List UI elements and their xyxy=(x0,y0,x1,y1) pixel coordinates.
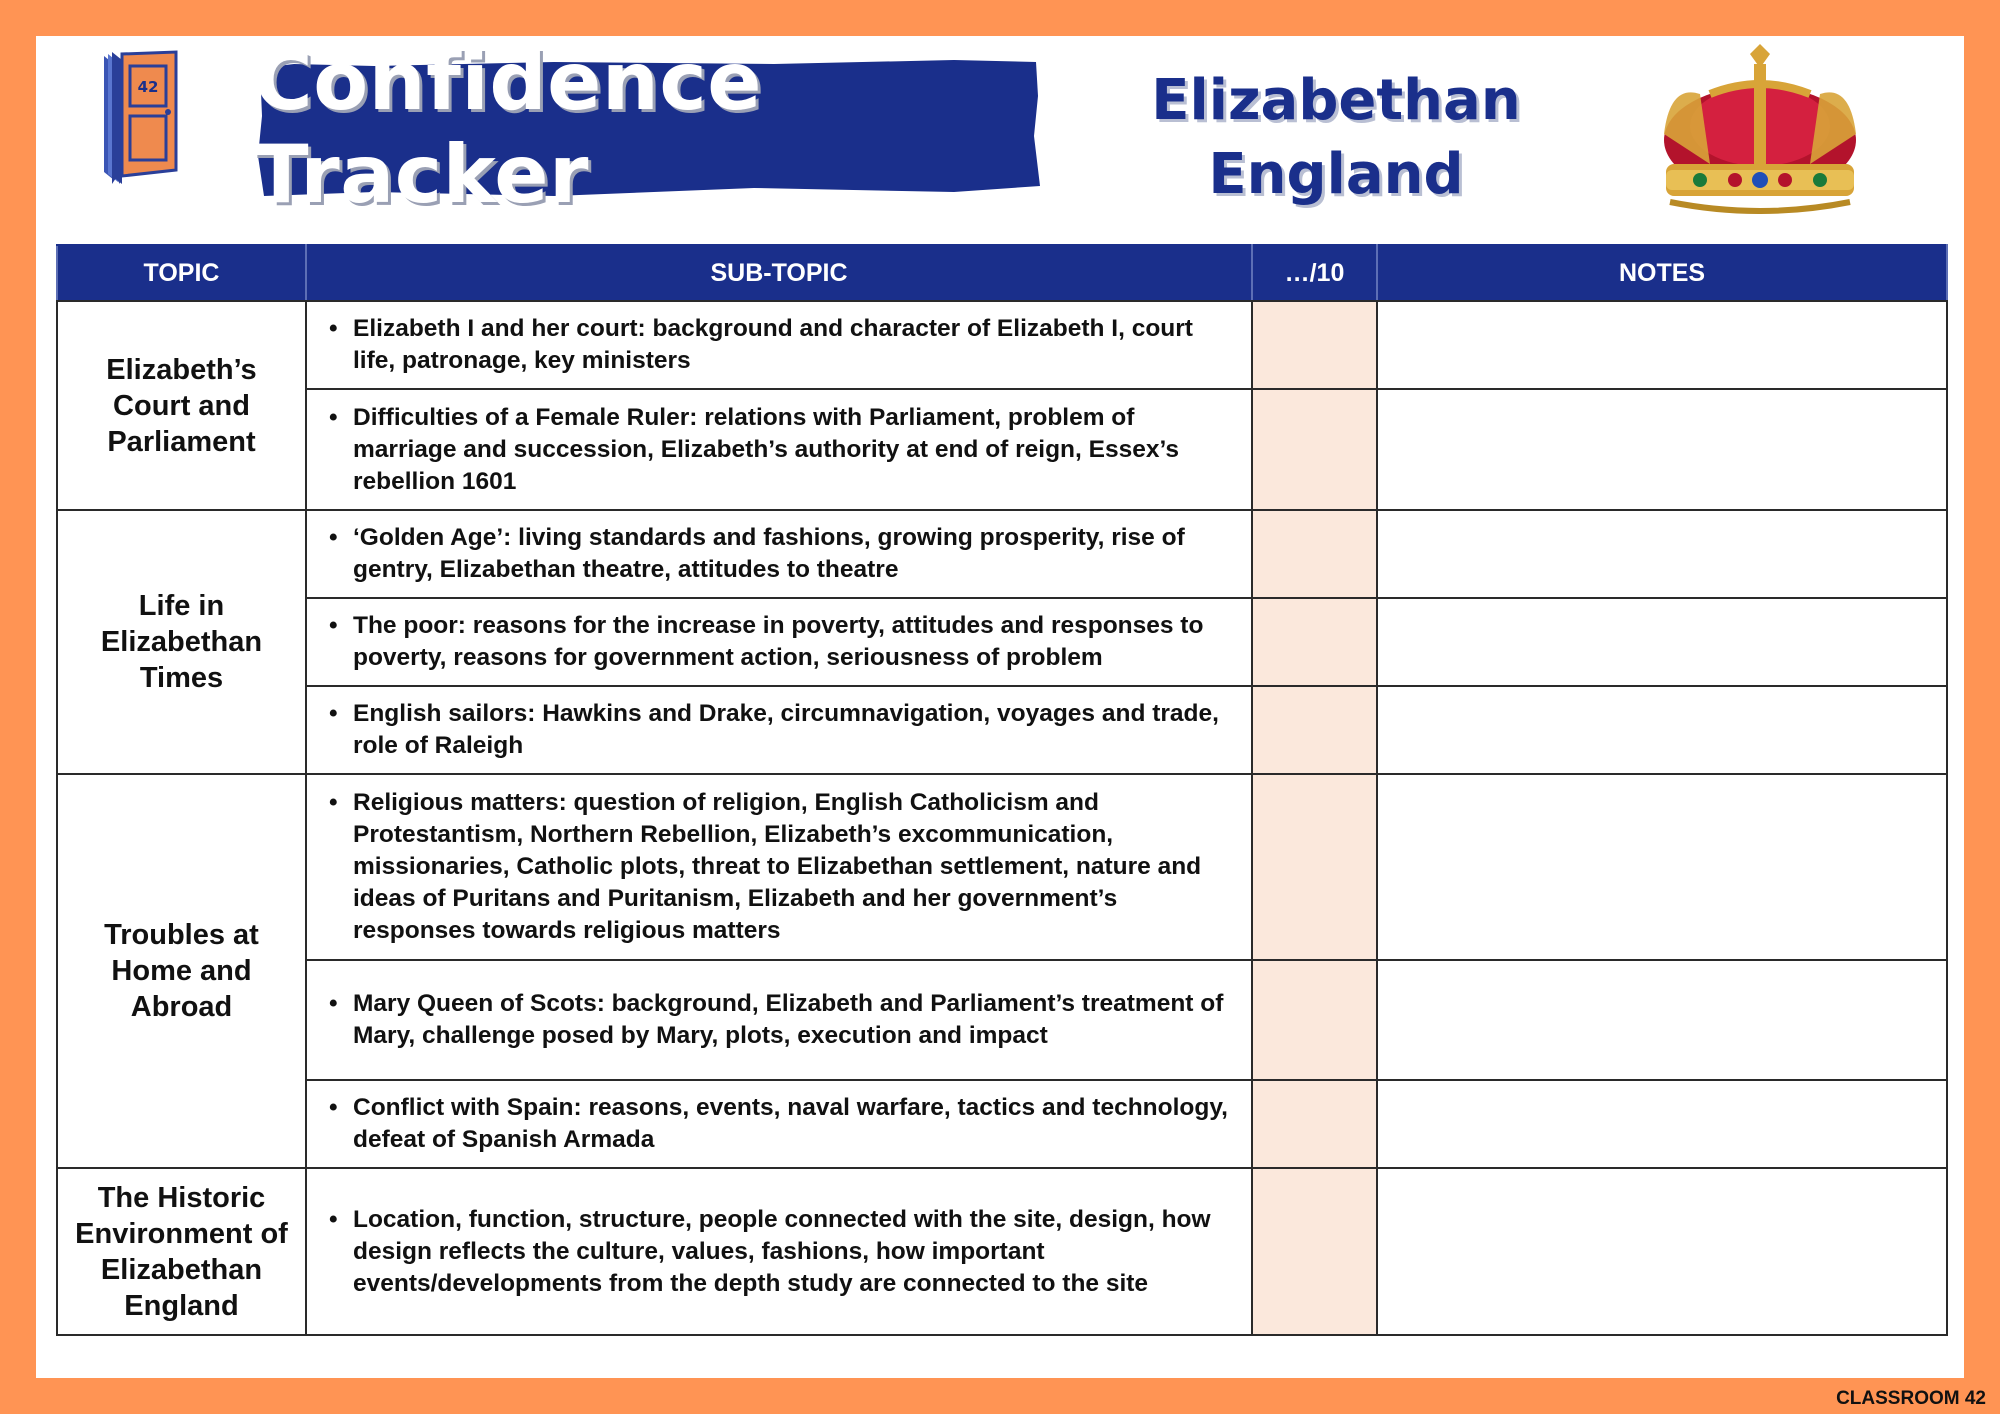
notes-cell[interactable] xyxy=(1377,960,1947,1080)
subtopic-cell: • ‘Golden Age’: living standards and fashions, growing prosperity, rise of gentry, Elizabethan theatre, attitudes to theatre xyxy=(306,510,1252,598)
table-row xyxy=(57,1168,1947,1335)
score-cell[interactable] xyxy=(1252,774,1377,960)
table-row xyxy=(57,598,1947,686)
table-row xyxy=(57,774,1947,960)
column-header-notes: NOTES xyxy=(1377,245,1947,301)
subtopic-text: Conflict with Spain: reasons, events, naval warfare, tactics and technology, defeat of Spanish Armada xyxy=(353,1094,1228,1153)
table-header-row xyxy=(57,245,1947,301)
table-row xyxy=(57,686,1947,774)
subtopic-text: The poor: reasons for the increase in poverty, attitudes and responses to poverty, reasons for government action, seriousness of problem xyxy=(353,612,1204,671)
subtopic-text: Religious matters: question of religion, English Catholicism and Protestantism, Northern Rebellion, Elizabeth’s excommunication, missionaries, Catholic plots, threat to Elizabethan settlement, nature and ideas of Puritans and Puritanism, Elizabeth and her government’s responses towards religious matters xyxy=(353,789,1202,944)
subtopic-text: Elizabeth I and her court: background and character of Elizabeth I, court life, patronage, key ministers xyxy=(353,315,1193,374)
book-number: 42 xyxy=(137,78,159,96)
footer-brand: CLASSROOM 42 xyxy=(1836,1388,1986,1409)
table-row xyxy=(57,510,1947,598)
subtopic-cell: • The poor: reasons for the increase in poverty, attitudes and responses to poverty, reasons for government action, seriousness of problem xyxy=(306,598,1252,686)
score-cell[interactable] xyxy=(1252,686,1377,774)
column-header-score: …/10 xyxy=(1252,245,1377,301)
subtopic-cell: • Difficulties of a Female Ruler: relations with Parliament, problem of marriage and succession, Elizabeth’s authority at end of reign, Essex’s rebellion 1601 xyxy=(306,389,1252,510)
subtopic-cell: • Elizabeth I and her court: background and character of Elizabeth I, court life, patronage, key ministers xyxy=(306,301,1252,389)
score-cell[interactable] xyxy=(1252,510,1377,598)
table-row xyxy=(57,389,1947,510)
subtopic-cell: • Mary Queen of Scots: background, Elizabeth and Parliament’s treatment of Mary, challenge posed by Mary, plots, execution and impact xyxy=(306,960,1252,1080)
subtopic-cell: • Location, function, structure, people connected with the site, design, how design reflects the culture, values, fashions, how important events/developments from the depth study are connected to the site xyxy=(306,1168,1252,1335)
topic-cell: Troubles at Home and Abroad xyxy=(57,774,306,1168)
table-row xyxy=(57,960,1947,1080)
notes-cell[interactable] xyxy=(1377,301,1947,389)
subtopic-text: ‘Golden Age’: living standards and fashions, growing prosperity, rise of gentry, Elizabethan theatre, attitudes to theatre xyxy=(353,524,1185,583)
subtopic-text: Difficulties of a Female Ruler: relations with Parliament, problem of marriage and succession, Elizabeth’s authority at end of reign, Essex’s rebellion 1601 xyxy=(353,403,1180,495)
notes-cell[interactable] xyxy=(1377,1168,1947,1335)
score-cell[interactable] xyxy=(1252,389,1377,510)
notes-cell[interactable] xyxy=(1377,510,1947,598)
column-header-subtopic: SUB-TOPIC xyxy=(306,245,1252,301)
table-row xyxy=(57,1080,1947,1168)
score-cell[interactable] xyxy=(1252,1080,1377,1168)
score-cell[interactable] xyxy=(1252,301,1377,389)
subject-line-2: England xyxy=(1208,142,1464,207)
topic-cell: Life in Elizabethan Times xyxy=(57,510,306,774)
crown-icon xyxy=(1640,44,1880,214)
topic-cell: The Historic Environment of Elizabethan England xyxy=(57,1168,306,1335)
subject-title xyxy=(1126,64,1546,212)
table-row xyxy=(57,301,1947,389)
notes-cell[interactable] xyxy=(1377,774,1947,960)
notes-cell[interactable] xyxy=(1377,389,1947,510)
subtopic-cell: • Conflict with Spain: reasons, events, naval warfare, tactics and technology, defeat of Spanish Armada xyxy=(306,1080,1252,1168)
page-title: Confidence Tracker xyxy=(254,35,763,221)
notes-cell[interactable] xyxy=(1377,1080,1947,1168)
score-cell[interactable] xyxy=(1252,960,1377,1080)
subtopic-cell: • Religious matters: question of religion, English Catholicism and Protestantism, Northern Rebellion, Elizabeth’s excommunication, missionaries, Catholic plots, threat to Elizabethan settlement, nature and ideas of Puritans and Puritanism, Elizabeth and her government’s responses towards religious matters xyxy=(306,774,1252,960)
subject-line-1: Elizabethan xyxy=(1151,68,1521,133)
score-cell[interactable] xyxy=(1252,598,1377,686)
subtopic-text: Location, function, structure, people connected with the site, design, how design reflects the culture, values, fashions, how important events/developments from the depth study are connected to the site xyxy=(353,1205,1211,1297)
subtopic-text: English sailors: Hawkins and Drake, circumnavigation, voyages and trade, role of Raleigh xyxy=(353,700,1219,759)
subtopic-text: Mary Queen of Scots: background, Elizabeth and Parliament’s treatment of Mary, challenge posed by Mary, plots, execution and impact xyxy=(353,990,1224,1049)
column-header-topic: TOPIC xyxy=(57,245,306,301)
worksheet xyxy=(36,36,1964,1378)
confidence-table xyxy=(56,244,1948,1336)
notes-cell[interactable] xyxy=(1377,598,1947,686)
book-door-icon xyxy=(100,50,180,184)
notes-cell[interactable] xyxy=(1377,686,1947,774)
topic-cell: Elizabeth’s Court and Parliament xyxy=(57,301,306,510)
subtopic-cell: • English sailors: Hawkins and Drake, circumnavigation, voyages and trade, role of Raleigh xyxy=(306,686,1252,774)
score-cell[interactable] xyxy=(1252,1168,1377,1335)
